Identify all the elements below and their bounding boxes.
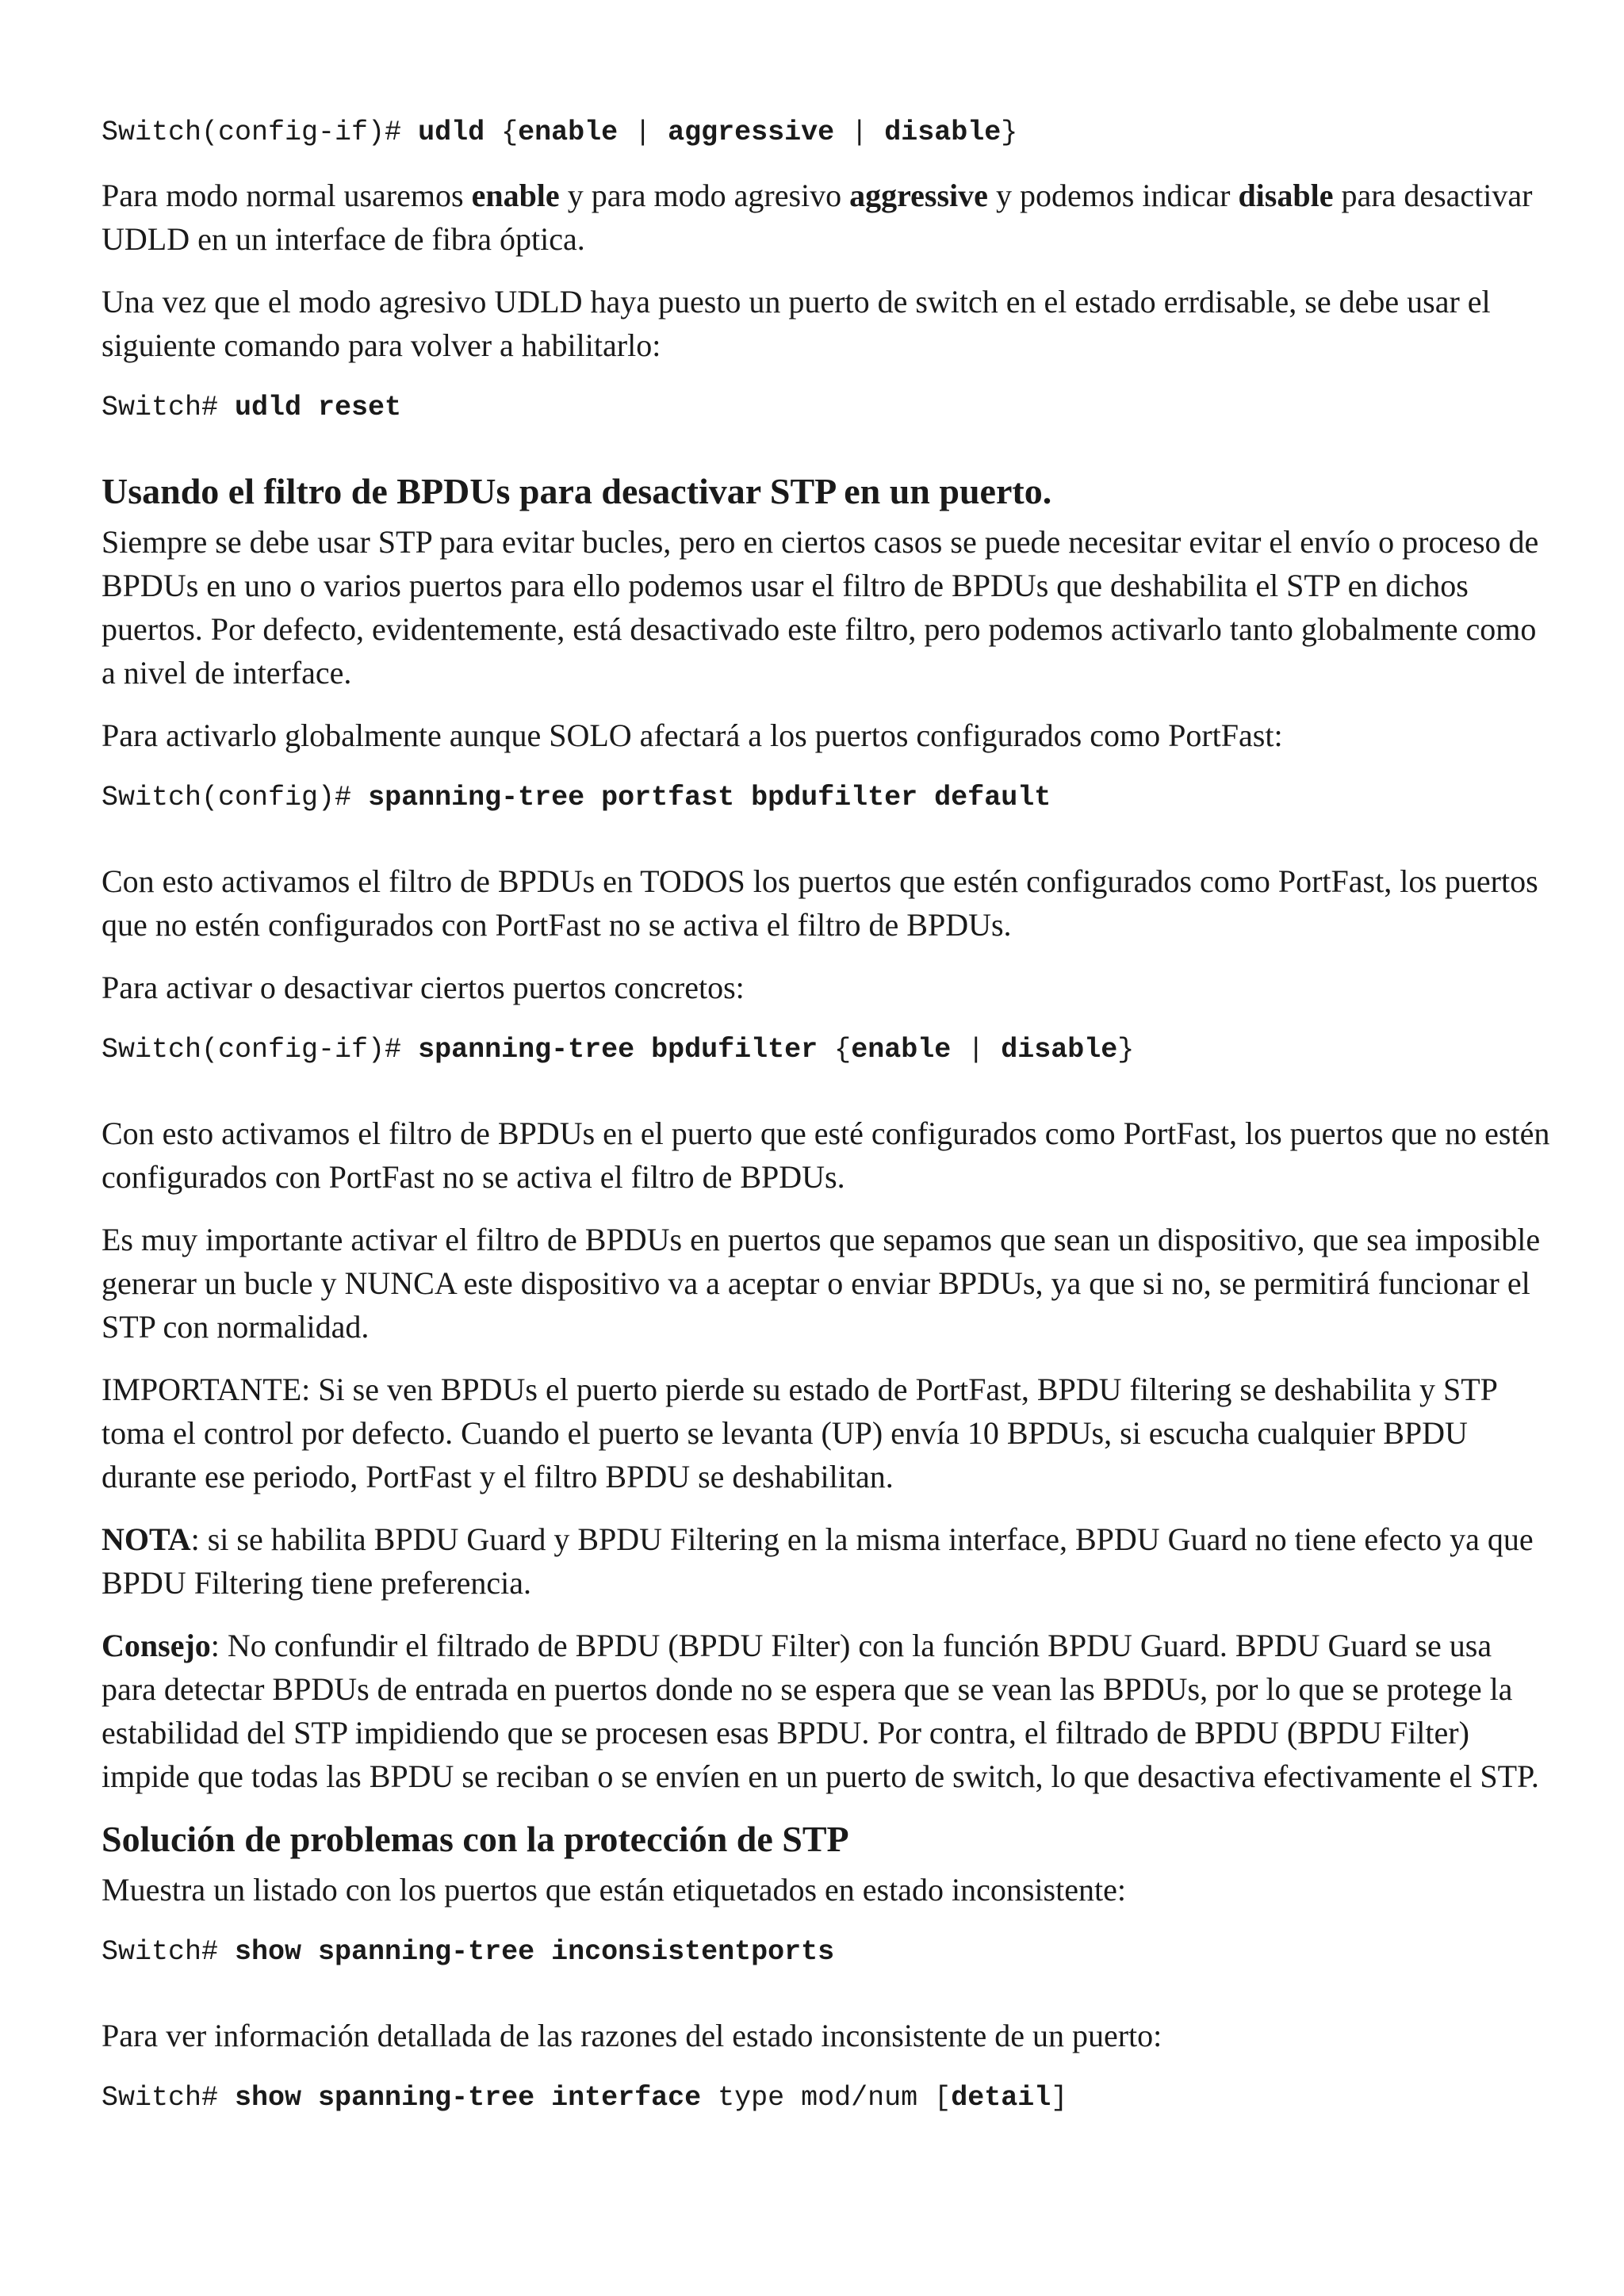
- text-run: Switch#: [102, 1936, 236, 1968]
- para-detailed-info: [102, 2014, 1553, 2057]
- bold-text: aggressive: [849, 178, 988, 213]
- text-run: {: [485, 117, 519, 148]
- text-run: Switch(config-if)#: [102, 1034, 419, 1066]
- bold-text: spanning-tree bpdufilter: [418, 1034, 818, 1066]
- text-run: }: [1001, 117, 1018, 148]
- para-udld-modes: [102, 174, 1553, 261]
- bold-text: disable: [884, 117, 1002, 148]
- bold-text: enable: [851, 1034, 952, 1066]
- bold-text: show spanning-tree interface: [235, 2082, 702, 2114]
- text-run: Para modo normal usaremos: [102, 178, 472, 213]
- para-inconsistent-list: [102, 1868, 1553, 1911]
- para-bpdu-filter-intro: [102, 520, 1553, 695]
- heading-bpdu-filter: [102, 469, 1553, 514]
- bold-text: show spanning-tree inconsistentports: [235, 1936, 835, 1968]
- code-bpdufilter-interface: [102, 1028, 1553, 1072]
- heading-troubleshooting: [102, 1817, 1553, 1862]
- bold-text: udld reset: [235, 392, 402, 423]
- para-importante: [102, 1368, 1553, 1498]
- text-run: Switch(config)#: [102, 782, 369, 813]
- code-udld-mode: [102, 111, 1553, 155]
- bold-text: enable: [518, 117, 619, 148]
- bold-text: enable: [471, 178, 560, 213]
- text-run: Switch#: [102, 392, 236, 423]
- bold-text: disable: [1238, 178, 1334, 213]
- text-run: Con esto activamos el filtro de BPDUs en el puerto que esté configurados como PortFast, los puertos que no estén configurados con PortFast no se activa el filtro de BPDUs.: [102, 1115, 1550, 1195]
- text-run: Con esto activamos el filtro de BPDUs en TODOS los puertos que estén configurados como PortFast, los puertos que no estén configurados con PortFast no se activa el filtro de BPDUs.: [102, 863, 1538, 943]
- bold-text: spanning-tree portfast bpdufilter default: [368, 782, 1051, 813]
- text-run: Una vez que el modo agresivo UDLD haya puesto un puerto de switch en el estado errdisable, se debe usar el siguiente comando para volver a habilitarlo:: [102, 284, 1491, 363]
- bold-text: NOTA: [102, 1521, 191, 1557]
- code-show-interface-detail: [102, 2076, 1553, 2120]
- bold-text: disable: [1001, 1034, 1118, 1066]
- bold-text: udld: [418, 117, 485, 148]
- text-run: para desactivar UDLD en un interface de fibra óptica.: [102, 178, 1533, 257]
- text-run: Switch(config-if)#: [102, 117, 419, 148]
- text-run: |: [618, 117, 668, 148]
- text-run: : No confundir el filtrado de BPDU (BPDU Filter) con la función BPDU Guard. BPDU Guard se usa para detectar BPDUs de entrada en puertos donde no se espera que se vean las BPDUs, por lo que se protege la estabilidad del STP impidiendo que se procesen esas BPDU. Por contra, el filtrado de BPDU (BPDU Filter) impide que todas las BPDU se reciban o se envíen en un puerto de switch, lo que desactiva efectivamente el STP.: [102, 1628, 1539, 1794]
- text-run: |: [951, 1034, 1002, 1066]
- text-run: y podemos indicar: [987, 178, 1239, 213]
- text-run: }: [1117, 1034, 1135, 1066]
- document-page: [102, 111, 1553, 2139]
- text-run: Solución de problemas con la protección de STP: [102, 1819, 849, 1859]
- text-run: Switch#: [102, 2082, 236, 2114]
- text-run: IMPORTANTE: Si se ven BPDUs el puerto pierde su estado de PortFast, BPDU filtering se deshabilita y STP toma el control por defecto. Cuando el puerto se levanta (UP) envía 10 BPDUs, si escucha cualquier BPDU durante ese periodo, PortFast y el filtro BPDU se deshabilitan.: [102, 1372, 1497, 1494]
- text-run: Para activarlo globalmente aunque SOLO afectará a los puertos configurados como PortFast:: [102, 718, 1283, 753]
- para-port-activation: [102, 966, 1553, 1009]
- text-run: y para modo agresivo: [559, 178, 850, 213]
- code-udld-reset: [102, 386, 1553, 430]
- text-run: ]: [1051, 2082, 1068, 2114]
- text-run: : si se habilita BPDU Guard y BPDU Filtering en la misma interface, BPDU Guard no tiene efecto ya que BPDU Filtering tiene preferencia.: [102, 1521, 1534, 1601]
- text-run: Siempre se debe usar STP para evitar bucles, pero en ciertos casos se puede necesitar evitar el envío o proceso de BPDUs en uno o varios puertos para ello podemos usar el filtro de BPDUs que deshabilita el STP en dichos puertos. Por defecto, evidentemente, está desactivado este filtro, pero podemos activarlo tanto globalmente como a nivel de interface.: [102, 524, 1539, 691]
- text-run: {: [818, 1034, 852, 1066]
- code-show-inconsistentports: [102, 1931, 1553, 1974]
- text-run: Muestra un listado con los puertos que están etiquetados en estado inconsistente:: [102, 1872, 1126, 1908]
- text-run: Para activar o desactivar ciertos puertos concretos:: [102, 970, 745, 1005]
- text-run: Es muy importante activar el filtro de BPDUs en puertos que sepamos que sean un dispositivo, que sea imposible generar un bucle y NUNCA este dispositivo va a aceptar o enviar BPDUs, ya que si no, se permitirá funcionar el STP con normalidad.: [102, 1222, 1541, 1345]
- para-udld-errdisable: [102, 280, 1553, 367]
- text-run: Usando el filtro de BPDUs para desactivar STP en un puerto.: [102, 471, 1052, 511]
- text-run: Para ver información detallada de las razones del estado inconsistente de un puerto:: [102, 2018, 1162, 2053]
- para-nota: [102, 1517, 1553, 1605]
- text-run: type mod/num [: [701, 2082, 952, 2114]
- bold-text: Consejo: [102, 1628, 211, 1663]
- bold-text: detail: [951, 2082, 1051, 2114]
- para-global-result: [102, 859, 1553, 947]
- para-importance: [102, 1218, 1553, 1349]
- code-portfast-bpdufilter-default: [102, 776, 1553, 820]
- bold-text: aggressive: [668, 117, 835, 148]
- para-global-activation: [102, 714, 1553, 757]
- para-port-result: [102, 1112, 1553, 1199]
- para-consejo: [102, 1624, 1553, 1798]
- text-run: |: [834, 117, 885, 148]
